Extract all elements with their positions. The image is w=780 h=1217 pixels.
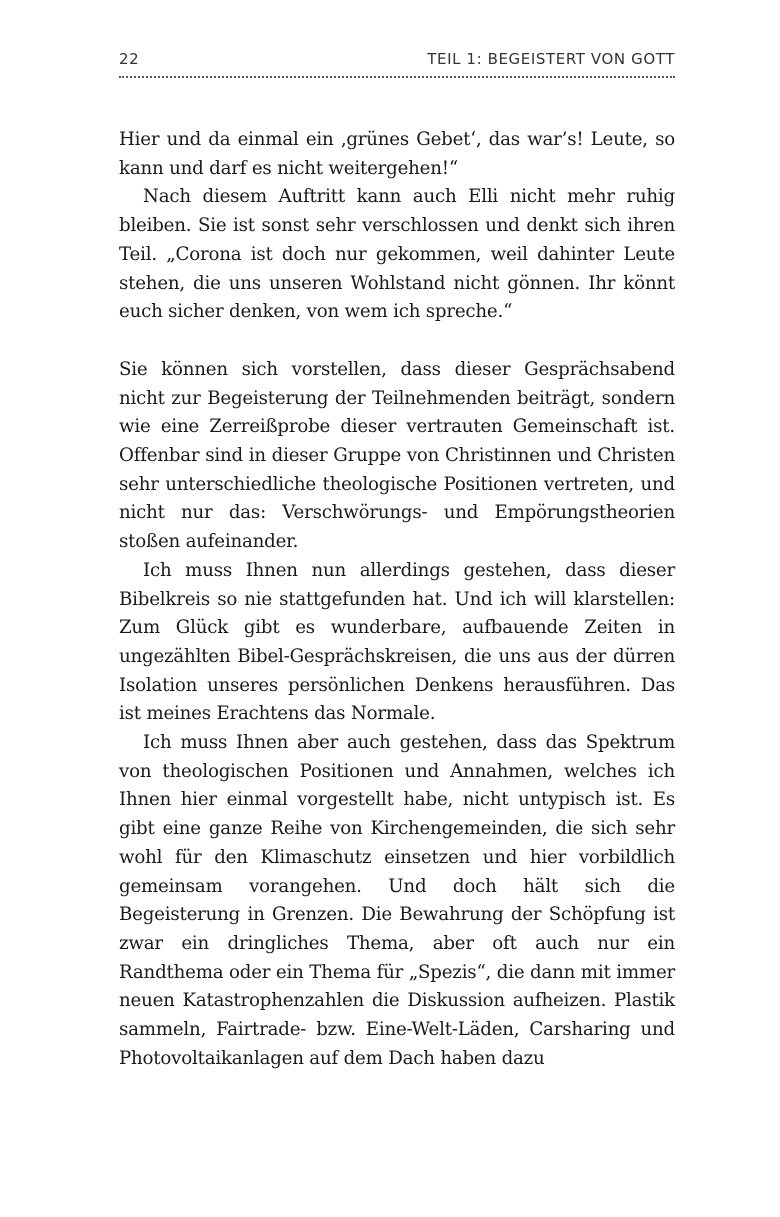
body-text [119,126,675,1074]
header-dotted-rule [119,76,675,78]
page-number: 22 [119,50,140,68]
running-title: TEIL 1: BEGEISTERT VON GOTT [427,50,675,68]
page-header [119,48,675,80]
paragraph-3: Sie können sich vorstellen, dass dieser Gesprächsabend nicht zur Begeisterung der Teilnehmenden beiträgt, sondern wie eine Zerreißprobe dieser vertrauten Gemeinschaft ist. Offenbar sind in dieser Gruppe von Christinnen und Christen sehr unterschiedliche theologische Positionen vertreten, und nicht nur das: Verschwörungs- und Empörungstheorien stoßen aufeinander. [119,358,675,553]
paragraph-2: Nach diesem Auftritt kann auch Elli nicht mehr ruhig bleiben. Sie ist sonst sehr verschlossen und denkt sich ihren Teil. „Corona ist doch nur gekommen, weil dahinter Leute stehen, die uns unseren Wohlstand nicht gönnen. Ihr könnt euch sicher denken, von wem ich spreche.“ [119,186,675,323]
paragraph-4: Ich muss Ihnen nun allerdings gestehen, dass dieser Bibelkreis so nie stattgefunden hat. Und ich will klarstellen: Zum Glück gibt es wunderbare, aufbauende Zeiten in ungezählten Bibel-Gesprächskreisen, die uns aus der dürren Isolation unseres persönlichen Denkens herausführen. Das ist meines Erachtens das Normale. [119,559,675,725]
paragraph-5: Ich muss Ihnen aber auch gestehen, dass das Spektrum von theologischen Positionen und Annahmen, welches ich Ihnen hier einmal vorgestellt habe, nicht untypisch ist. Es gibt eine ganze Reihe von Kirchengemeinden, die sich sehr wohl für den Klimaschutz einsetzen und hier vorbildlich gemeinsam vorangehen. Und doch hält sich die Begeisterung in Grenzen. Die Bewahrung der Schöpfung ist zwar ein dringliches Thema, aber oft auch nur ein Randthema oder ein Thema für „Spezis“, die dann mit immer neuen Katastrophenzahlen die Diskussion aufheizen. Plastik sammeln, Fairtrade- bzw. Eine-Welt-Läden, Carsharing und Photovoltaikanlagen auf dem Dach haben dazu [119,732,675,1069]
paragraph-1: Hier und da einmal ein ‚grünes Gebet‘, das war’s! Leute, so kann und darf es nicht weitergehen!“ [119,129,675,179]
